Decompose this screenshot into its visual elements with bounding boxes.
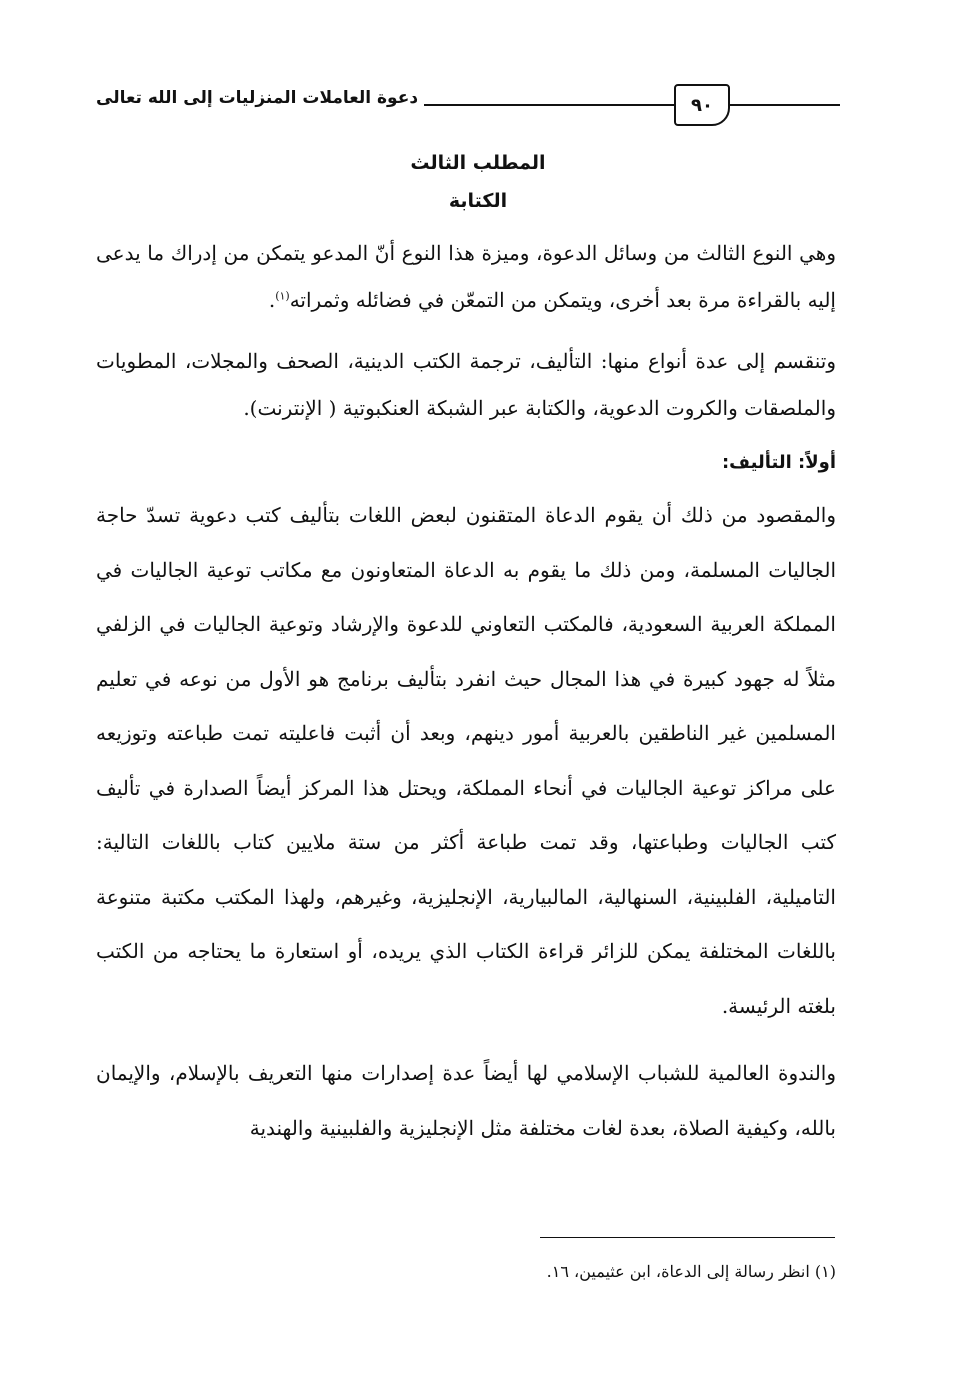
subheading-authoring: أولاً: التأليف: [721,452,836,473]
page-number-badge [674,84,730,126]
paragraph-intro-text: وهي النوع الثالث من وسائل الدعوة، وميزة هذا النوع أنّ المدعو يتمكن من إدراك ما يدعى إليه بالقراءة مرة بعد أخرى، ويتمكن من التمعّن في فضائله وثمراته [96,241,836,312]
paragraph-types: وتنقسم إلى عدة أنواع منها: التأليف، ترجمة الكتب الدينية، الصحف والمجلات، المطويات والملصقات والكروت الدعوية، والكتابة عبر الشبكة العنكبوتية ( الإنترنت). [96,349,836,420]
footnote-marker: (١) [275,289,290,303]
paragraph-authoring: والمقصود من ذلك أن يقوم الدعاة المتقنون لبعض اللغات بتأليف كتب دعوية تسدّ حاجة الجاليات المسلمة، ومن ذلك ما يقوم به الدعاة المتعاونون مع مكاتب توعية الجاليات في المملكة العربية السعودية، فالمكتب التعاوني للدعوة والإرشاد وتوعية الجاليات في الزلفي مثلاً له جهود كبيرة في هذا المجال حيث انفرد بتأليف برنامج هو الأول من نوعه في تعليم المسلمين غير الناطقين بالعربية أمور دينهم، وبعد أن أثبت فاعليته تمت طباعته وتوزيعه على مراكز توعية الجاليات في أنحاء المملكة، ويحتل هذا المركز أيضاً الصدارة في تأليف كتب الجاليات وطباعتها، وقد تمت طباعة أكثر من ستة ملايين كتاب باللغات التالية: التاميلية، الفلبينية، السنهالية، المالبيارية، الإنجليزية، وغيرهم، ولهذا المكتب مكتبة متنوعة باللغات المختلفة يمكن للزائر قراءة الكتاب الذي يريده، أو استعارة ما يحتاجه من الكتب بلغته الرئيسة. [96,503,836,1018]
paragraph-intro-end: . [268,288,276,312]
running-title: دعوة العاملات المنزليات إلى الله تعالى [90,88,424,108]
paragraph-intro [96,230,836,324]
header-rule-right [728,104,840,106]
page-number: ٩٠ [691,94,713,116]
subsection-heading: الكتابة [448,190,508,212]
section-heading: المطلب الثالث [410,152,546,174]
footnote: (١) انظر رسالة إلى الدعاة، ابن عثيمين، ١٦. [546,1262,836,1281]
running-header [90,78,840,128]
footnote-separator [540,1237,835,1238]
paragraph-wamy: والندوة العالمية للشباب الإسلامي لها أيضاً عدة إصدارات منها التعريف بالإسلام، والإيمان بالله، وكيفية الصلاة، بعدة لغات مختلفة مثل الإنجليزية والفلبينية والهندية [96,1061,836,1140]
